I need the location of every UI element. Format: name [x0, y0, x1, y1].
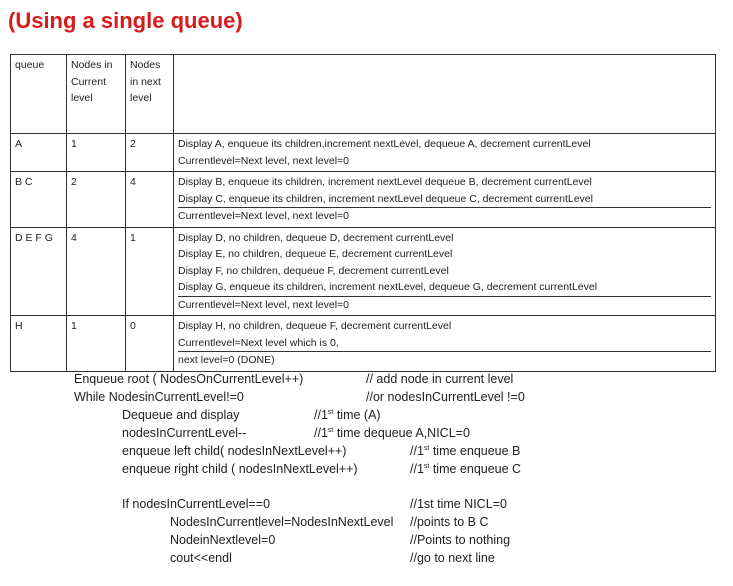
comment-ordinal: st [423, 462, 430, 470]
description-line: Currentlevel=Next level, next level=0 [178, 154, 350, 167]
table-row [11, 134, 716, 172]
description-line: Display B, enqueue its children, increment nextLevel dequeue B, decrement currentLevel [178, 176, 592, 188]
header-description [174, 55, 716, 134]
table-header-row [11, 55, 716, 134]
code-line: enqueue right child ( nodesInNextLevel++) [122, 462, 358, 476]
table-row [11, 316, 716, 372]
description-line: Display D, no children, dequeue D, decrement currentLevel [178, 231, 454, 244]
comment-prefix: //1 [314, 426, 328, 440]
header-nodes-current: Nodes in Current level [67, 55, 126, 134]
description-line: Display E, no children, dequeue E, decrement currentLevel [178, 248, 453, 260]
cell-description [174, 227, 716, 316]
description-line: next level=0 (DONE) [178, 351, 711, 369]
code-comment: //or nodesInCurrentLevel !=0 [366, 390, 525, 404]
code-comment [314, 426, 470, 440]
code-comment: // add node in current level [366, 372, 514, 386]
cell-description [174, 316, 716, 372]
cell-next: 0 [126, 316, 174, 372]
cell-current: 4 [67, 227, 126, 316]
code-comment: //Points to nothing [410, 533, 511, 547]
description-line: Currentlevel=Next level, next level=0 [178, 296, 711, 314]
comment-suffix: time (A) [333, 408, 381, 422]
header-nodes-next: Nodes in next level [126, 55, 174, 134]
comment-prefix: //1 [410, 444, 424, 458]
code-comment [410, 444, 520, 458]
table-row [11, 172, 716, 228]
code-comment [410, 462, 521, 476]
cell-description [174, 172, 716, 228]
header-queue: queue [11, 55, 67, 134]
description-line: Display H, no children, dequeue F, decrement currentLevel [178, 320, 452, 332]
description-line: Currentlevel=Next level which is 0, [178, 336, 339, 349]
code-line: Dequeue and display [122, 408, 240, 422]
code-comment [314, 408, 381, 422]
table-row [11, 227, 716, 316]
comment-suffix: time enqueue B [429, 444, 521, 458]
page-title: (Using a single queue) [8, 8, 243, 33]
description-line: Display F, no children, dequeue F, decrement currentLevel [178, 264, 449, 277]
comment-prefix: //1 [410, 462, 424, 476]
cell-current: 2 [67, 172, 126, 228]
description-line: Currentlevel=Next level, next level=0 [178, 207, 711, 225]
code-comment: //points to B C [410, 515, 489, 529]
comment-ordinal: st [327, 408, 334, 416]
code-comment: //1st time NICL=0 [410, 497, 507, 511]
cell-next: 1 [126, 227, 174, 316]
cell-next: 2 [126, 134, 174, 172]
description-line: Display A, enqueue its children,increment nextLevel, dequeue A, decrement currentLevel [178, 138, 591, 150]
cell-description [174, 134, 716, 172]
cell-next: 4 [126, 172, 174, 228]
cell-current: 1 [67, 134, 126, 172]
cell-current: 1 [67, 316, 126, 372]
code-line: enqueue left child( nodesInNextLevel++) [122, 444, 347, 458]
code-line: If nodesInCurrentLevel==0 [122, 497, 271, 511]
cell-queue: A [11, 134, 67, 172]
description-line: Display G, enqueue its children, increment nextLevel, dequeue G, decrement currentLevel [178, 281, 598, 293]
code-line: nodesInCurrentLevel-- [122, 426, 247, 440]
cell-queue: H [11, 316, 67, 372]
cell-queue: D E F G [11, 227, 67, 316]
queue-table [10, 54, 716, 372]
comment-ordinal: st [423, 444, 430, 452]
code-line: NodeinNextlevel=0 [170, 533, 276, 547]
code-line: While NodesinCurrentLevel!=0 [74, 390, 244, 404]
code-line: cout<<endl [170, 551, 232, 565]
cell-queue: B C [11, 172, 67, 228]
description-line: Display C, enqueue its children, increment nextLevel dequeue C, decrement currentLevel [178, 192, 593, 205]
code-line: NodesInCurrentlevel=NodesInNextLevel [170, 515, 394, 529]
comment-prefix: //1 [314, 408, 328, 422]
code-comment: //go to next line [410, 551, 495, 565]
code-line: Enqueue root ( NodesOnCurrentLevel++) [74, 372, 304, 386]
comment-suffix: time dequeue A,NICL=0 [333, 426, 470, 440]
comment-suffix: time enqueue C [429, 462, 522, 476]
comment-ordinal: st [327, 426, 334, 434]
